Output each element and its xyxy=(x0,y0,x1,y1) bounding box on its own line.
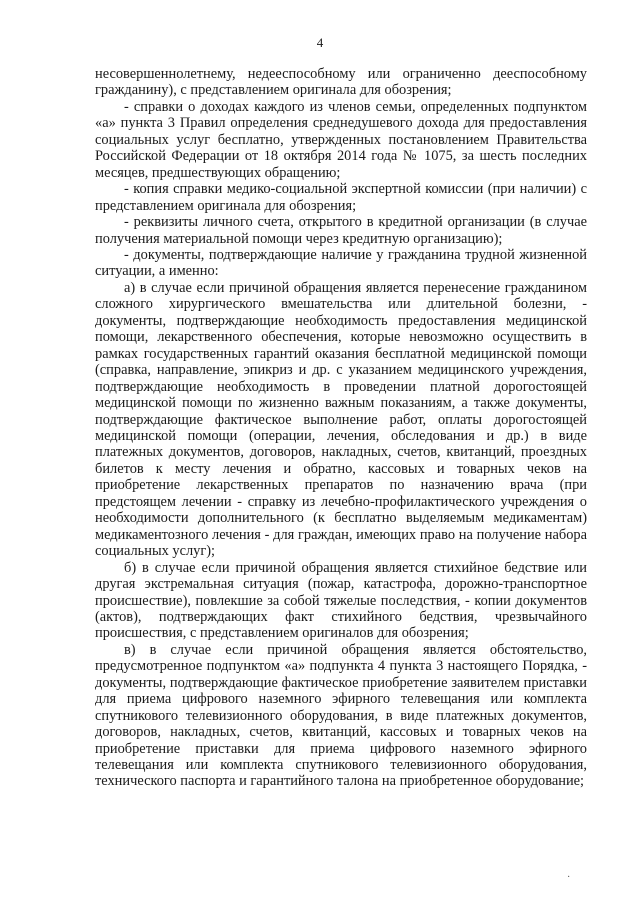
paragraph-bank-details: - реквизиты личного счета, открытого в кредитной организации (в случае получения материальной помощи через кредитную организацию); xyxy=(95,214,587,247)
paragraph-income-certificates: - справки о доходах каждого из членов семьи, определенных подпунктом «а» пункта 3 Правил определения среднедушевого дохода для предоставления социальных услуг бесплатно, утвержденных постановлением Правительства Российской Федерации от 18 октября 2014 года № 1075, за шесть последних месяцев, предшествующих обращению; xyxy=(95,98,587,181)
document-body xyxy=(95,66,587,790)
paragraph-mse-certificate: - копия справки медико-социальной экспертной комиссии (при наличии) с представлением оригинала для обозрения; xyxy=(95,181,587,214)
page-number: 4 xyxy=(316,35,324,50)
paragraph-item-a: а) в случае если причиной обращения является перенесение гражданином сложного хирургического вмешательства или длительной болезни, - документы, подтверждающие необходимость предоставления медицинской помощи, лекарственного обеспечения, которые невозможно осуществить в рамках государственных гарантий оказания бесплатной медицинской помощи (справка, направление, эпикриз и др. с указанием медицинского учреждения, подтверждающие необходимость в проведении платной дорогостоящей медицинской помощи по жизненно важным показаниям, а также документы, подтверждающие фактическое выполнение работ, оплаты дорогостоящей медицинской помощи (операции, лечения, обследования и др.) в виде платежных документов, договоров, накладных, счетов, квитанций, проездных билетов к месту лечения и обратно, кассовых и товарных чеков на приобретение лекарственных препаратов по назначению врача (при предстоящем лечении - справку из лечебно-профилактического учреждения о необходимости дополнительного (к бесплатно выделяемым медикаментам) медикаментозного лечения - для граждан, имеющих право на получение набора социальных услуг); xyxy=(95,279,587,560)
paragraph-item-b: б) в случае если причиной обращения является стихийное бедствие или другая экстремальная ситуация (пожар, катастрофа, дорожно-транспортное происшествие), повлекшие за собой тяжелые последствия, - копии документов (актов), подтверждающих факт стихийного бедствия, чрезвычайного происшествия, с представлением оригиналов для обозрения; xyxy=(95,559,587,642)
corner-mark: · xyxy=(567,872,571,883)
paragraph-item-v: в) в случае если причиной обращения является обстоятельство, предусмотренное подпунктом «а» подпункта 4 пункта 3 настоящего Порядка, - документы, подтверждающие фактическое приобретение заявителем приставки для приема цифрового наземного эфирного телевещания или комплекта спутникового телевизионного оборудования, в виде платежных документов, договоров, накладных, счетов, квитанций, кассовых и товарных чеков на приобретение приставки для приема цифрового наземного эфирного телевещания или комплекта спутникового телевизионного оборудования, технического паспорта и гарантийного талона на приобретенное оборудование; xyxy=(95,641,587,790)
paragraph-hardship-documents: - документы, подтверждающие наличие у гражданина трудной жизненной ситуации, а именно: xyxy=(95,246,587,280)
paragraph-continuation: несовершеннолетнему, недееспособному или ограниченно дееспособному гражданину), с представлением оригинала для обозрения; xyxy=(95,66,587,99)
